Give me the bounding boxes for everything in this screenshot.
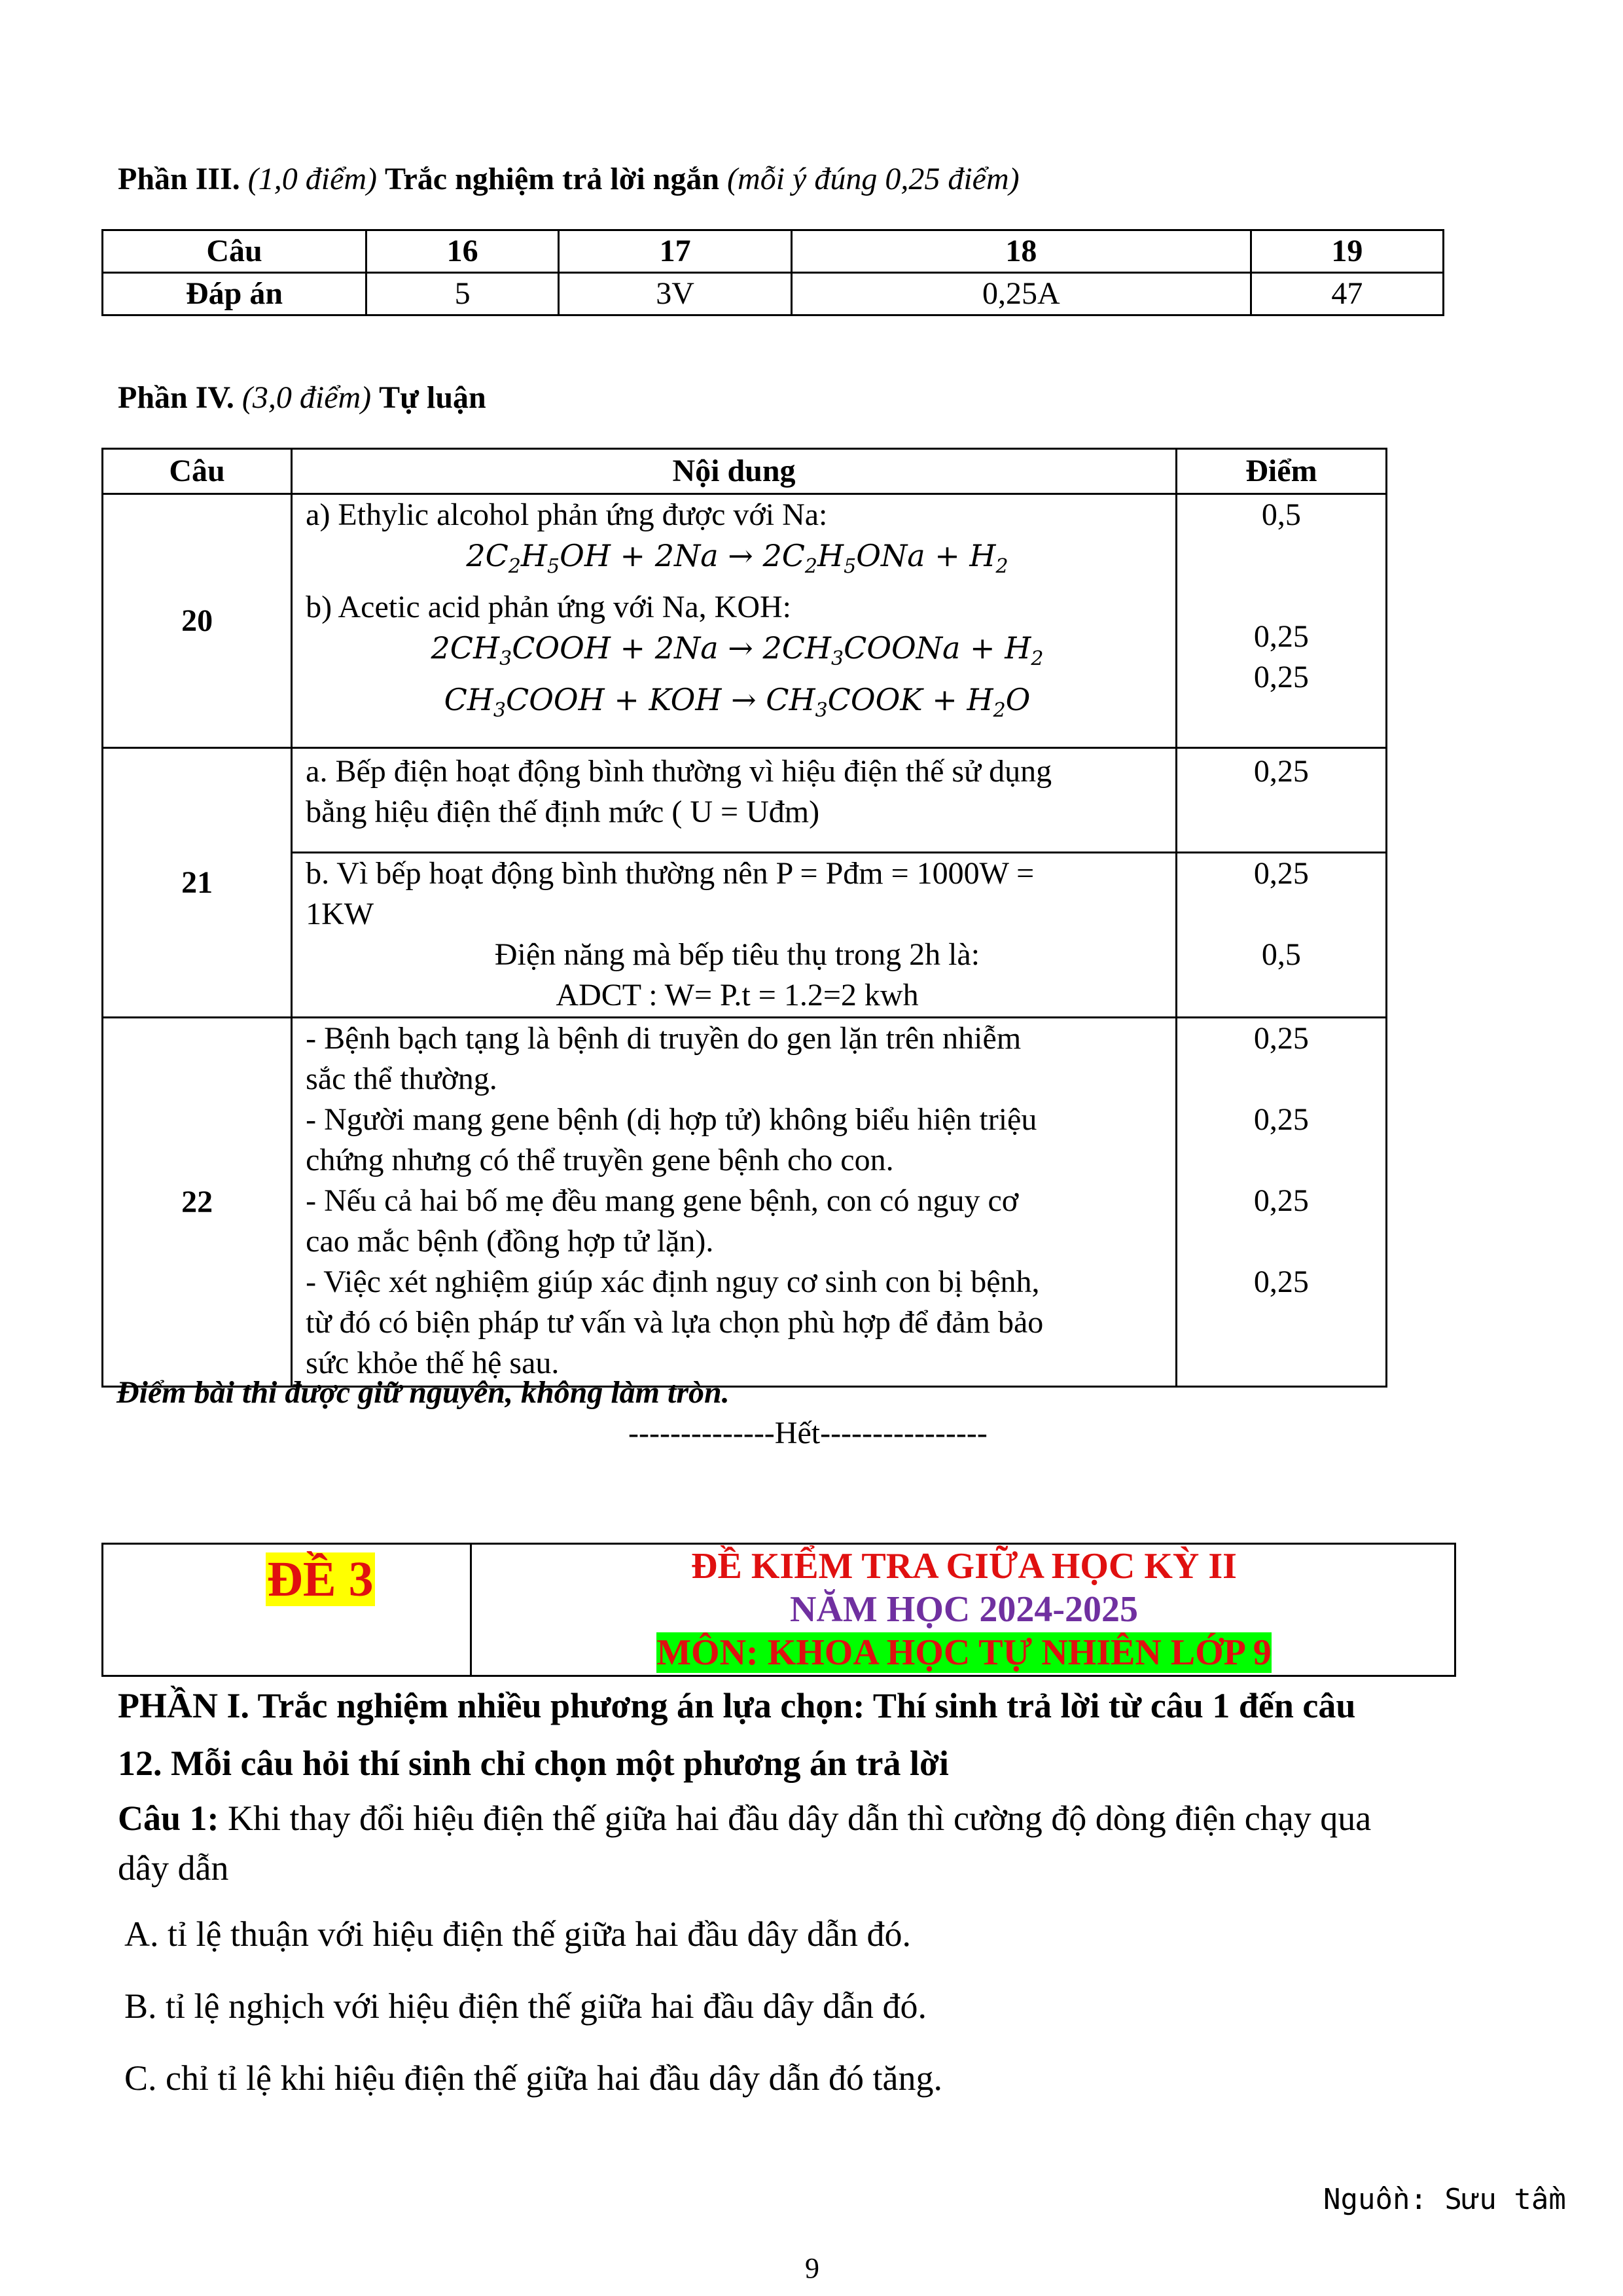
score-value: 0,25 [1253,1183,1309,1218]
row-label-question: Câu [103,230,366,273]
header-question: Câu [103,449,292,494]
score-cell [1176,1018,1386,1387]
score-value: 0,25 [1253,660,1309,694]
table-row [103,494,1387,748]
question-number: 16 [366,230,559,273]
question-label: Câu 1: [118,1799,219,1838]
answer-content [292,1018,1177,1387]
q20-b-text: b) Acetic acid phản ứng với Na, KOH: [306,590,792,625]
part4-title [118,380,486,416]
option-c: C. chỉ tỉ lệ khi hiệu điện thế giữa hai đầu dây dẫn đó tăng. [124,2058,942,2098]
score-value: 0,5 [1261,497,1301,532]
part4-essay-table [101,448,1387,1388]
score-cell [1176,748,1386,853]
score-cell [1176,853,1386,1018]
answer-value: 47 [1251,273,1443,315]
part4-title-bold: Phần IV. [118,380,234,415]
part4-title-main: Tự luận [379,380,486,415]
source-footer: Nguồn: Sưu tầm [1323,2183,1566,2216]
part3-title [118,161,1020,197]
part1-instruction [118,1677,1531,1792]
part1-line: PHẦN I. Trắc nghiệm nhiều phương án lựa chọn: Thí sinh trả lời từ câu 1 đến câu [118,1686,1356,1725]
table-row [103,230,1444,273]
q21-a-line: a. Bếp điện hoạt động bình thường vì hiệu điện thế sử dụng [306,754,1052,789]
part1-line: 12. Mỗi câu hỏi thí sinh chỉ chọn một phương án trả lời [118,1744,949,1783]
table-row [103,1018,1387,1387]
option-a: A. tỉ lệ thuận với hiệu điện thế giữa hai đầu dây dẫn đó. [124,1914,912,1954]
table-row [103,748,1387,853]
q22-line: - Người mang gene bệnh (dị hợp tử) không biểu hiện triệu [306,1102,1037,1137]
equation-acetic-koh: $CH_3COOH$ + KOH → $CH_3COOK + H_2O$ [444,682,1031,723]
exam-subject [472,1631,1456,1674]
part3-title-main: Trắc nghiệm trả lời ngắn [385,162,720,196]
question-text-cont: dây dẫn [118,1848,229,1888]
answer-content [292,748,1177,853]
option-b: B. tỉ lệ nghịch với hiệu điện thế giữa hai đầu dây dẫn đó. [124,1986,927,2026]
end-mark: --------------Hết---------------- [628,1416,988,1450]
q21-b-line: 1KW [306,897,374,931]
score-value: 0,5 [1261,937,1301,972]
question-number: 18 [791,230,1251,273]
part4-title-points: (3,0 điểm) [241,380,372,415]
score-value: 0,25 [1253,1021,1309,1056]
part3-title-points: (1,0 điểm) [247,162,378,196]
score-value: 0,25 [1253,1102,1309,1137]
table-row [103,273,1444,315]
q22-line: sức khỏe thế hệ sau. [306,1346,560,1380]
header-score: Điểm [1176,449,1386,494]
answer-value: 5 [366,273,559,315]
exam-header-box [101,1543,1456,1677]
q21-b-line: Điện năng mà bếp tiêu thụ trong 2h là: [494,937,980,972]
table-row [103,853,1387,1018]
table-header-row [103,449,1387,494]
grading-note: Điểm bài thi được giữ nguyên, không làm tròn. [116,1375,730,1410]
q21-a-line: bằng hiệu điện thế định mức ( U = Uđm) [306,795,820,829]
q21-b-line: b. Vì bếp hoạt động bình thường nên P = Pđm = 1000W = [306,856,1035,891]
school-year: NĂM HỌC 2024-2025 [790,1589,1138,1630]
q22-line: - Nếu cả hai bố mẹ đều mang gene bệnh, con có nguy cơ [306,1183,1019,1218]
q22-line: từ đó có biện pháp tư vấn và lựa chọn phù hợp để đảm bảo [306,1305,1044,1340]
score-value: 0,25 [1253,619,1309,654]
score-cell [1176,494,1386,748]
answer-content [292,853,1177,1018]
q22-line: - Bệnh bạch tạng là bệnh di truyền do gen lặn trên nhiễm [306,1021,1022,1056]
question-1 [118,1793,1531,1893]
q20-a-text: a) Ethylic alcohol phản ứng được với Na: [306,497,828,532]
question-number: 20 [103,494,292,748]
exam-label-cell [103,1545,472,1675]
q22-line: - Việc xét nghiệm giúp xác định nguy cơ sinh con bị bệnh, [306,1265,1040,1299]
q22-line: sắc thể thường. [306,1062,497,1096]
header-content: Nội dung [292,449,1177,494]
question-number: 21 [103,748,292,1018]
q22-line: cao mắc bệnh (đồng hợp tử lặn). [306,1224,714,1259]
part3-answer-table [101,229,1444,316]
answer-value: 0,25A [791,273,1251,315]
score-value: 0,25 [1253,1265,1309,1299]
part3-title-bold: Phần III. [118,162,240,196]
equation-ethanol-na: $2C_2H_5OH + 2Na \to 2C_2H_5ONa + H_2$ [466,538,1008,579]
exam-label: ĐỀ 3 [267,1552,374,1607]
question-number: 22 [103,1018,292,1387]
question-text: Khi thay đổi hiệu điện thế giữa hai đầu dây dẫn thì cường độ dòng điện chạy qua [219,1799,1372,1838]
page-number: 9 [805,2252,819,2284]
q22-line: chứng nhưng có thể truyền gene bệnh cho con. [306,1143,894,1177]
exam-title: ĐỀ KIỂM TRA GIỮA HỌC KỲ II [691,1546,1237,1587]
part3-title-note: (mỗi ý đúng 0,25 điểm) [727,162,1020,196]
q21-b-line: ADCT : W= P.t = 1.2=2 kwh [556,978,919,1013]
question-number: 19 [1251,230,1443,273]
row-label-answer: Đáp án [103,273,366,315]
equation-acetic-na: $2CH_3COOH + 2Na$ → $2CH_3COONa + H_2$ [431,630,1044,671]
question-number: 17 [559,230,792,273]
exam-subject-text: MÔN: KHOA HỌC TỰ NHIÊN LỚP 9 [656,1632,1272,1673]
answer-content [292,494,1177,748]
answer-value: 3V [559,273,792,315]
score-value: 0,25 [1253,856,1309,891]
score-value: 0,25 [1253,754,1309,789]
